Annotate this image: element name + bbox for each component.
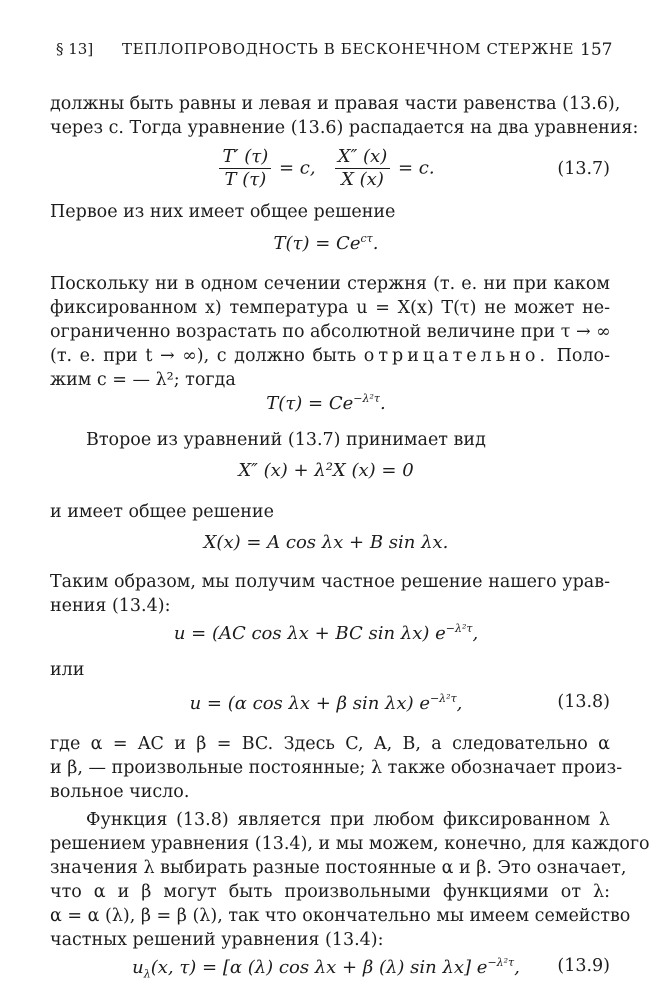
text-line: или (50, 660, 85, 680)
fraction-T: $\frac{T' (\tau)}{T (\tau)}$ (219, 146, 271, 191)
text-line: должны быть равны и левая и правая части равенства (13.6), (50, 94, 621, 114)
text-line: жим c = — λ²; тогда (50, 370, 236, 390)
text-line: (т. е. при t → ∞), c должно быть отрицательно. Поло- (50, 346, 610, 366)
running-title: ТЕПЛОПРОВОДНОСТЬ В БЕСКОНЕЧНОМ СТЕРЖНЕ (122, 40, 575, 58)
text-line: решением уравнения (13.4), и мы можем, конечно, для каждого (50, 834, 650, 854)
page-number: 157 (580, 40, 613, 60)
text-line: Первое из них имеет общее решение (50, 202, 396, 222)
equation-13-8: u = (α cos λx + β sin λx) $e^{-\lambda^2\tau}$, (13.8) (189, 692, 610, 714)
equation-u-particular: u = (AC cos λx + BC sin λx) $e^{-\lambda^2\tau}$, (173, 622, 479, 644)
text-line: нения (13.4): (50, 596, 171, 616)
text-line: фиксированном x) температура u = X(x) T(τ) не может не- (50, 298, 610, 318)
emphasis-spaced: отрицательно. (363, 346, 550, 366)
text-line: Таким образом, мы получим частное решение нашего урав- (50, 572, 610, 592)
text-line: что α и β могут быть произвольными функциями от λ: (50, 882, 610, 902)
equation-ode: X″ (x) + λ²X (x) = 0 (238, 460, 414, 481)
text-line: α = α (λ), β = β (λ), так что окончательно мы имеем семейство (50, 906, 631, 926)
text-line: Поскольку ни в одном сечении стержня (т. е. ни при каком (50, 274, 610, 294)
equation-number: (13.7) (557, 159, 610, 179)
text-line: где α = AC и β = BC. Здесь C, A, B, а следовательно α (50, 734, 610, 754)
text-line: Второе из уравнений (13.7) принимает вид (86, 430, 486, 450)
equation-number: (13.9) (557, 956, 610, 976)
equation-number: (13.8) (557, 692, 610, 712)
text-line: Функция (13.8) является при любом фиксированном λ (86, 810, 610, 830)
text-line: через c. Тогда уравнение (13.6) распадается на два уравнения: (50, 118, 639, 138)
equation-T-decay: $T(\tau) = Ce^{-\lambda^2\tau}$. (266, 392, 386, 414)
equation-T-general: $T(\tau) = Ce^{c\tau}$. (273, 232, 379, 254)
equation-X-general: X(x) = A cos λx + B sin λx. (203, 532, 449, 553)
text-line: и β, — произвольные постоянные; λ также обозначает произ- (50, 758, 623, 778)
text-line: и имеет общее решение (50, 502, 274, 522)
text-line: значения λ выбирать разные постоянные α и β. Это означает, (50, 858, 627, 878)
equation-13-7: $\frac{T' (\tau)}{T (\tau)}$ = c, $\frac{X'' (x)}{X (x)}$ = c. (13.7) (0, 146, 652, 196)
header-section: § 13] (56, 40, 94, 58)
text-line: частных решений уравнения (13.4): (50, 930, 384, 950)
equation-13-9: $u_\lambda(x$, τ) = [α (λ) cos λx + β (λ) sin λx] $e^{-\lambda^2\tau}$, (13.9) (132, 956, 610, 981)
text-line: ограниченно возрастать по абсолютной величине при τ → ∞ (50, 322, 611, 342)
fraction-X: $\frac{X'' (x)}{X (x)}$ (335, 146, 390, 191)
text-line: вольное число. (50, 782, 190, 802)
